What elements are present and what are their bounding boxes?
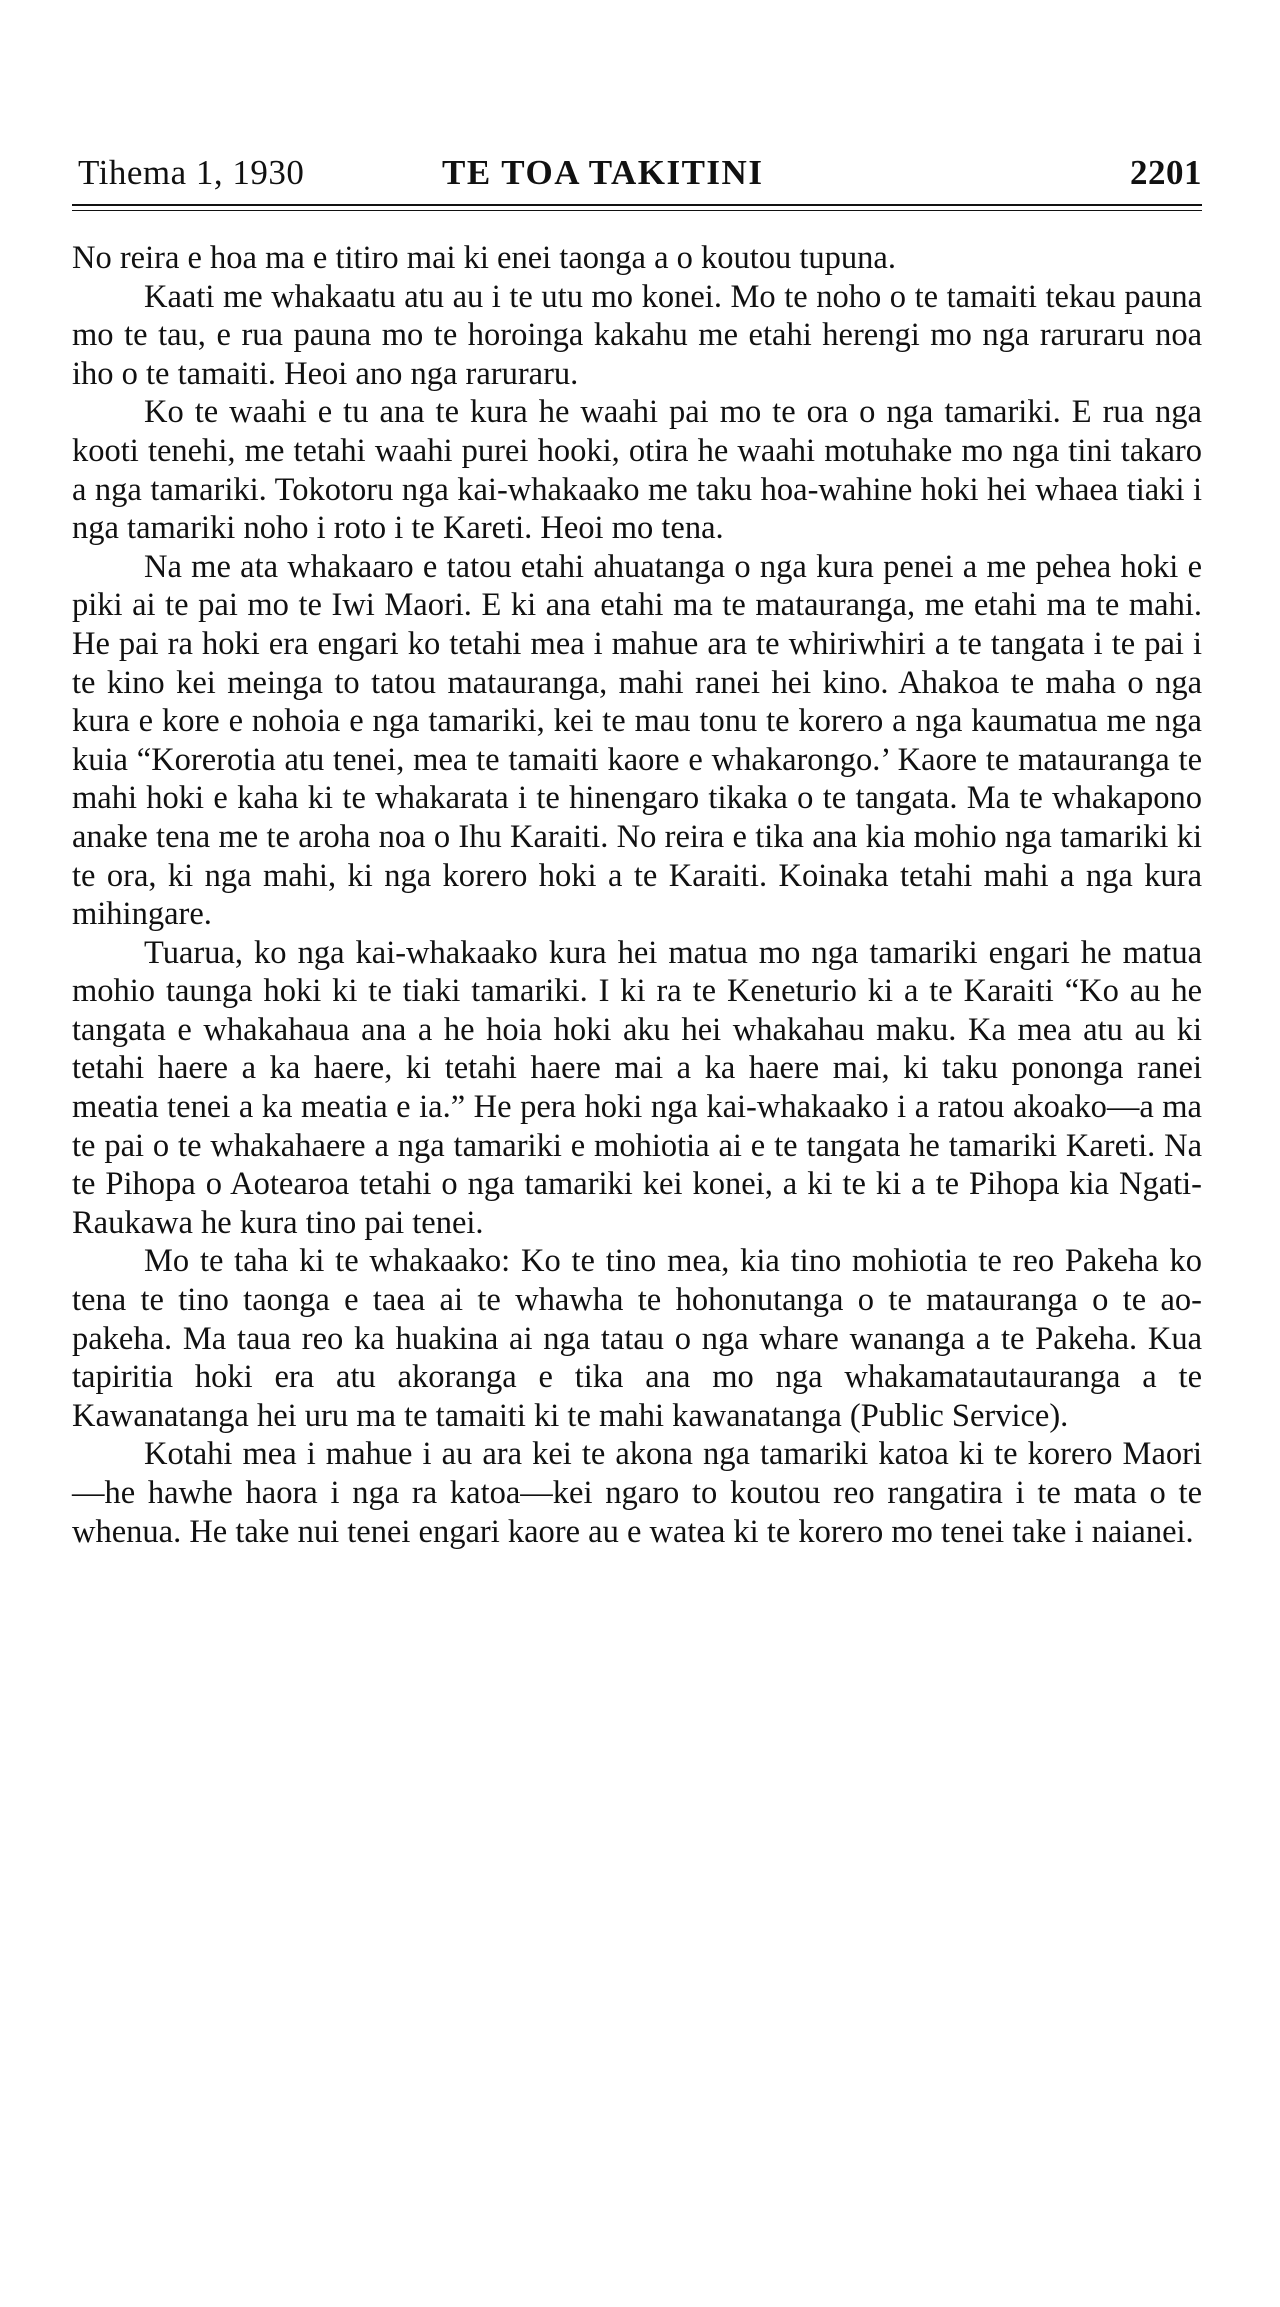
header-rule	[72, 204, 1202, 211]
journal-title: TE TOA TAKITINI	[442, 153, 764, 192]
paragraph-2: Kaati me whakaatu atu au i te utu mo konei. Mo te noho o te tamaiti tekau pauna mo te tau, e rua pauna mo te horoinga kakahu me etahi herengi mo nga raruraru noa iho o te tamaiti. Heoi ano nga raruraru.	[72, 278, 1202, 392]
paragraph-5: Tuarua, ko nga kai-whakaako kura hei matua mo nga tamariki engari he matua mohio taunga hoki ki te tiaki tamariki. I ki ra te Keneturio ki a te Karaiti “Ko au he tangata e whakahaua ana a he hoia hoki aku hei whakahau maku. Ka mea atu au ki tetahi haere a ka haere, ki tetahi haere mai a ka haere mai, ki taku pononga ranei meatia tenei a ka meatia e ia.” He pera hoki nga kai-whakaako i a ratou akoako—a ma te pai o te whakahaere a nga tamariki e mohiotia ai e te tangata he tamariki Kareti. Na te Pihopa o Aotearoa tetahi o nga tamariki kei konei, a ki te ki a te Pihopa kia Ngati-Raukawa he kura tino pai tenei.	[72, 934, 1202, 1241]
paragraph-6: Mo te taha ki te whakaako: Ko te tino mea, kia tino mohiotia te reo Pakeha ko tena te tino taonga e taea ai te whawha te hohonutanga o te matauranga o te ao-pakeha. Ma taua reo ka huakina ai nga tatau o nga whare wananga a te Pakeha. Kua tapiritia hoki era atu akoranga e tika ana mo nga whakamatautauranga a te Kawanatanga hei uru ma te tamaiti ki te mahi kawanatanga (Public Service).	[72, 1243, 1202, 1434]
page-number: 2201	[1130, 153, 1202, 192]
paragraph-3: Ko te waahi e tu ana te kura he waahi pai mo te ora o nga tamariki. E rua nga kooti tenehi, me tetahi waahi purei hooki, otira he waahi motuhake mo nga tini takaro a nga tamariki. Tokotoru nga kai-whakaako me taku hoa-wahine hoki hei whaea tiaki i nga tamariki noho i roto i te Kareti. Heoi mo tena.	[72, 394, 1202, 547]
paragraph-7: Kotahi mea i mahue i au ara kei te akona nga tamariki katoa ki te korero Maori—he hawhe haora i nga ra katoa—kei ngaro to koutou reo rangatira i te mata o te whenua. He take nui tenei engari kaore au e watea ki te korero mo tenei take i naianei.	[72, 1436, 1202, 1550]
issue-date: Tihema 1, 1930	[78, 153, 305, 192]
paragraph-1: No reira e hoa ma e titiro mai ki enei taonga a o koutou tupuna.	[72, 240, 896, 276]
journal-page	[72, 150, 1202, 1551]
running-header	[72, 150, 1202, 196]
paragraph-4: Na me ata whakaaro e tatou etahi ahuatanga o nga kura penei a me pehea hoki e piki ai te pai mo te Iwi Maori. E ki ana etahi ma te matauranga, me etahi ma te mahi. He pai ra hoki era engari ko tetahi mea i mahue ara te whiriwhiri a te tangata i te pai i te kino kei meinga to tatou matauranga, mahi ranei hei kino. Ahakoa te maha o nga kura e kore e nohoia e nga tamariki, kei te mau tonu te korero a nga kaumatua me nga kuia “Korerotia atu tenei, mea te tamaiti kaore e whakarongo.’ Kaore te matauranga te mahi hoki e kaha ki te whakarata i te hinengaro tikaka o te tangata. Ma te whakapono anake tena me te aroha noa o Ihu Karaiti. No reira e tika ana kia mohio nga tamariki ki te ora, ki nga mahi, ki nga korero hoki a te Karaiti. Koinaka tetahi mahi a nga kura mihingare.	[72, 548, 1202, 933]
article-body	[72, 239, 1202, 1551]
